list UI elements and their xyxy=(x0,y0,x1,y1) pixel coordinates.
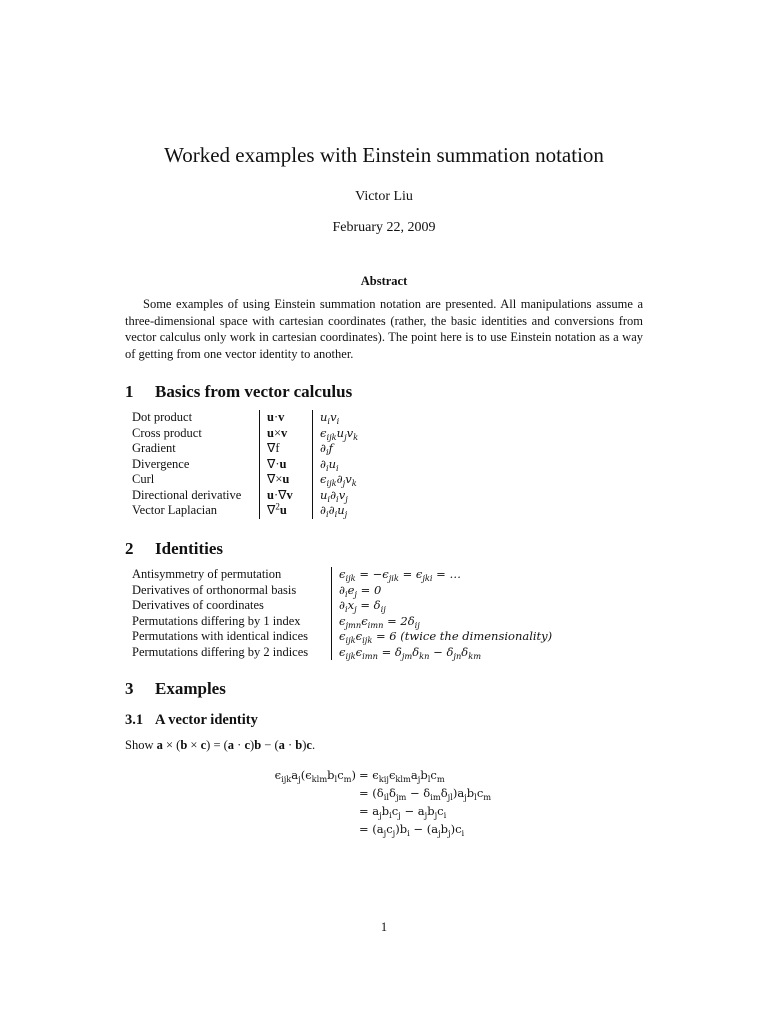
section-number: 3 xyxy=(125,679,134,698)
einstein-notation: $\epsilon_{ijk}u_jv_k$ xyxy=(313,426,364,442)
abstract-heading: Abstract xyxy=(360,274,408,288)
einstein-notation: $u_i\partial_iv_j$ xyxy=(313,488,364,504)
operation-name: Curl xyxy=(132,472,155,486)
paper-title: Worked examples with Einstein summation notation xyxy=(164,143,604,167)
vector-notation: u·∇v xyxy=(260,488,313,504)
table-row xyxy=(125,629,557,645)
abstract-paragraph: Some examples of using Einstein summation notation are presented. All manipulations assume a three-dimensional space with cartesian coordinates (rather, the basic identities and conversions from vector calculus only work in cartesian coordinates). The point here is to use Einstein notation as a way of getting from one vector identity to another. xyxy=(125,297,643,361)
section-heading-3 xyxy=(125,679,226,699)
einstein-notation: $u_iv_i$ xyxy=(313,410,364,426)
identity-formula: $\epsilon_{jmn}\epsilon_{imn} = 2\delta_{ij}$ xyxy=(332,614,558,630)
einstein-notation: $\partial_i\partial_iu_j$ xyxy=(313,503,364,519)
table-row xyxy=(125,410,363,426)
table-row xyxy=(125,472,363,488)
table-row xyxy=(125,583,557,599)
subsection-number: 3.1 xyxy=(125,712,144,728)
equation-lhs: $\epsilon_{ijk}a_j(\epsilon_{klm}b_lc_m)$ xyxy=(274,768,356,784)
identity-formula: $\epsilon_{ijk}\epsilon_{ijk} = 6$ (twice the dimensionality) xyxy=(332,629,558,645)
identity-formula: $\epsilon_{ijk} = -\epsilon_{jik} = \epsilon_{jki}$ = … xyxy=(332,567,558,583)
identity-formula: $\partial_ix_j = \delta_{ij}$ xyxy=(332,598,558,614)
vector-notation: ∇$^2$u xyxy=(260,503,313,519)
vector-notation: ∇f xyxy=(260,441,313,457)
section-number: 1 xyxy=(125,382,134,401)
operation-name: Gradient xyxy=(132,441,176,455)
identity-name: Permutations differing by 1 index xyxy=(132,613,301,628)
table-row xyxy=(125,645,557,661)
section-heading-1 xyxy=(125,382,352,402)
subsection-heading xyxy=(125,712,258,729)
subsection-title: A vector identity xyxy=(155,712,258,728)
section-number: 2 xyxy=(125,539,134,558)
section-title: Basics from vector calculus xyxy=(155,382,353,401)
table-row xyxy=(125,457,363,473)
author-name: Victor Liu xyxy=(355,189,413,204)
identity-formula: $\epsilon_{ijk}\epsilon_{imn} = \delta_{jm}\delta_{kn} - \delta_{jn}\delta_{km}$ xyxy=(332,645,558,661)
table-row xyxy=(125,426,363,442)
operation-name: Directional derivative xyxy=(132,487,242,502)
identity-formula: $\partial_ie_j = 0$ xyxy=(332,583,558,599)
page-number: 1 xyxy=(380,920,388,934)
vector-notation: ∇·u xyxy=(260,457,313,473)
operation-name: Divergence xyxy=(132,456,190,471)
operation-name: Cross product xyxy=(132,425,202,440)
vector-calculus-table xyxy=(125,410,363,519)
identity-name: Permutations with identical indices xyxy=(132,629,309,643)
table-row xyxy=(125,614,557,630)
equation-step: = $a_jb_ic_j - a_jb_jc_i$ xyxy=(359,804,447,820)
publication-date: February 22, 2009 xyxy=(332,220,436,235)
section-title: Identities xyxy=(155,539,223,558)
equation-step: = $\epsilon_{kij}\epsilon_{klm}a_jb_lc_m$ xyxy=(359,768,445,784)
identity-name: Derivatives of orthonormal basis xyxy=(132,582,297,597)
einstein-notation: $\epsilon_{ijk}\partial_jv_k$ xyxy=(313,472,364,488)
table-row xyxy=(125,567,557,583)
identity-name: Antisymmetry of permutation xyxy=(132,567,282,581)
identity-name: Derivatives of coordinates xyxy=(132,598,264,612)
vector-notation: ∇×u xyxy=(260,472,313,488)
operation-name: Vector Laplacian xyxy=(132,503,218,517)
vector-notation: u·v xyxy=(260,410,313,426)
vector-identity-statement: Show a × (b × c) = (a · c)b − (a · b)c. xyxy=(125,738,316,752)
abstract-text xyxy=(125,296,643,362)
operation-name: Dot product xyxy=(132,410,193,424)
section-title: Examples xyxy=(155,679,226,698)
equation-step: = $(\delta_{il}\delta_{jm} - \delta_{im}\delta_{jl})a_jb_lc_m$ xyxy=(359,786,492,802)
table-row xyxy=(125,598,557,614)
table-row xyxy=(125,441,363,457)
identity-name: Permutations differing by 2 indices xyxy=(132,644,309,659)
identities-table xyxy=(125,567,557,660)
equation-step: = $(a_jc_j)b_i - (a_jb_j)c_i$ xyxy=(359,822,465,838)
section-heading-2 xyxy=(125,539,223,559)
einstein-notation: $\partial_if$ xyxy=(313,441,364,457)
table-row xyxy=(125,488,363,504)
table-row xyxy=(125,503,363,519)
einstein-notation: $\partial_iu_i$ xyxy=(313,457,364,473)
vector-notation: u×v xyxy=(260,426,313,442)
